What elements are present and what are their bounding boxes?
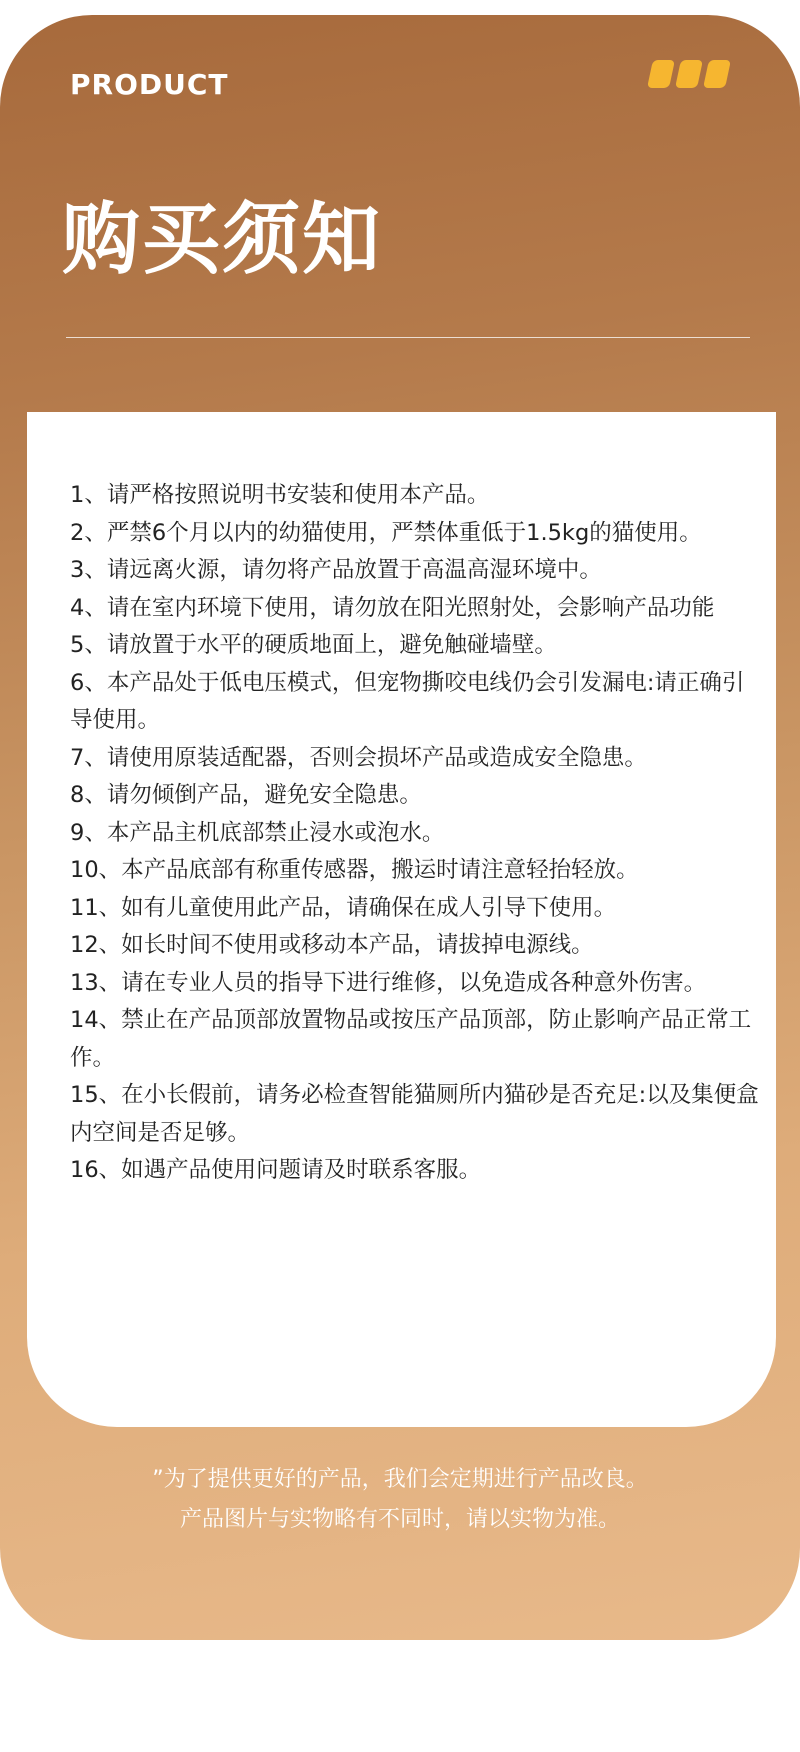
notice-item: 2、严禁6个月以内的幼猫使用，严禁体重低于1.5kg的猫使用。 xyxy=(70,519,702,546)
notice-item: 10、本产品底部有称重传感器，搬运时请注意轻抬轻放。 xyxy=(70,857,639,883)
page-title: 购买须知 xyxy=(62,195,383,285)
notice-item: 6、本产品处于低电压模式，但宠物撕咬电线仍会引发漏电:请正确引导使用。 xyxy=(70,669,745,733)
dot-shape xyxy=(703,60,731,88)
notice-panel xyxy=(27,412,776,1427)
notice-item: 5、请放置于水平的硬质地面上，避免触碰墙壁。 xyxy=(70,632,557,658)
notice-item: 7、请使用原装适配器，否则会损坏产品或造成安全隐患。 xyxy=(70,744,647,771)
footer-note xyxy=(0,1460,800,1540)
notice-item: 16、如遇产品使用问题请及时联系客服。 xyxy=(70,1157,482,1183)
notice-item: 8、请勿倾倒产品，避免安全隐患。 xyxy=(70,782,422,808)
title-divider xyxy=(66,337,750,338)
notice-item: 9、本产品主机底部禁止浸水或泡水。 xyxy=(70,819,445,846)
notice-item: 14、禁止在产品顶部放置物品或按压产品顶部，防止影响产品正常工作。 xyxy=(70,1007,752,1071)
notice-list xyxy=(70,477,760,1190)
footer-line: 产品图片与实物略有不同时，请以实物为准。 xyxy=(179,1507,620,1532)
notice-item: 11、如有儿童使用此产品，请确保在成人引导下使用。 xyxy=(70,894,617,921)
notice-item: 13、请在专业人员的指导下进行维修，以免造成各种意外伤害。 xyxy=(70,969,707,996)
notice-item: 3、请远离火源，请勿将产品放置于高温高湿环境中。 xyxy=(70,557,602,583)
notice-item: 12、如长时间不使用或移动本产品，请拔掉电源线。 xyxy=(70,932,594,958)
dot-shape xyxy=(675,60,703,88)
dot-shape xyxy=(647,60,675,88)
footer-line: ”为了提供更好的产品，我们会定期进行产品改良。 xyxy=(152,1467,648,1492)
brand-label: PRODUCT xyxy=(70,68,229,101)
decorative-dots-icon xyxy=(650,60,728,88)
notice-item: 1、请严格按照说明书安装和使用本产品。 xyxy=(70,482,490,508)
notice-item: 4、请在室内环境下使用，请勿放在阳光照射处，会影响产品功能 xyxy=(70,594,715,621)
notice-item: 15、在小长假前，请务必检查智能猫厕所内猫砂是否充足:以及集便盒内空间是否足够。 xyxy=(70,1082,759,1146)
